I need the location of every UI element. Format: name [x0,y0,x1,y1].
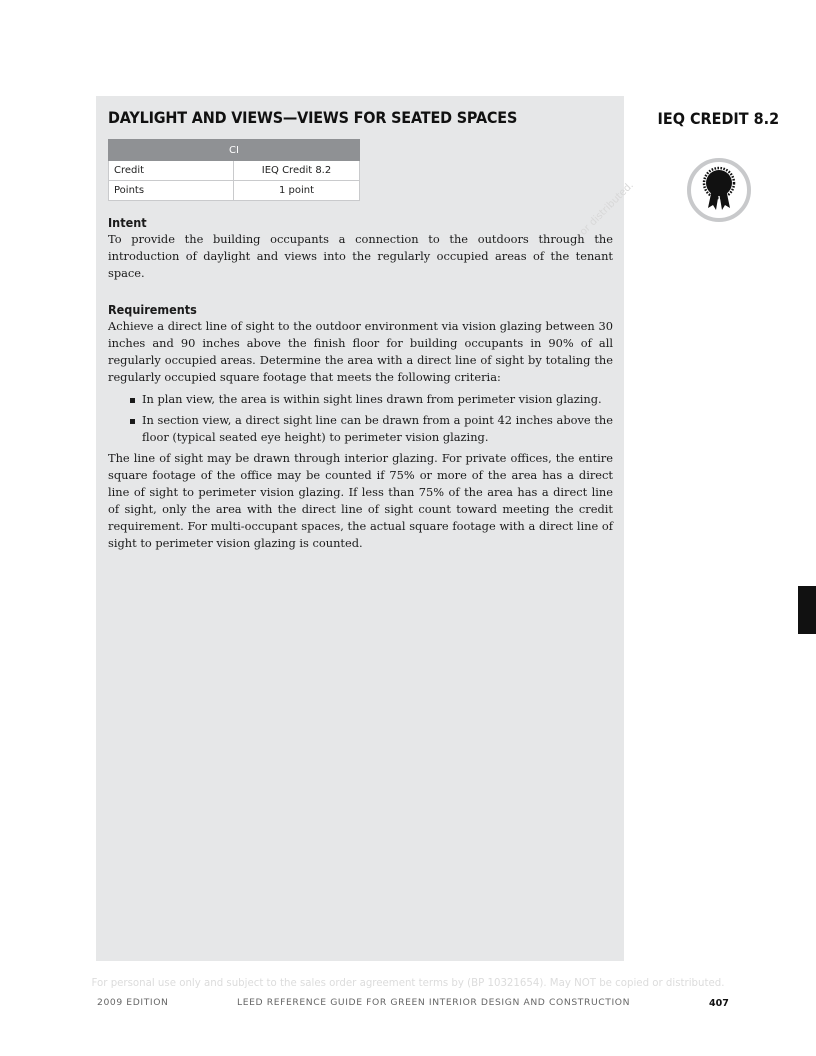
table-cell-label: Points [109,181,234,201]
page-title: DAYLIGHT AND VIEWS—VIEWS FOR SEATED SPACES [108,108,518,127]
credit-table [108,139,360,201]
intent-heading: Intent [108,215,147,230]
list-item: In section view, a direct sight line can be drawn from a point 42 inches above the floor (typical seated eye height) to perimeter vision glazing. [142,413,613,444]
table-row [109,161,360,181]
footer-edition: 2009 EDITION [97,997,169,1008]
credit-id-heading: IEQ CREDIT 8.2 [657,109,779,128]
table-cell-value: IEQ Credit 8.2 [234,161,360,181]
credit-table-header [109,140,360,161]
list-item: In plan view, the area is within sight lines drawn from perimeter vision glazing. [142,391,613,408]
requirements-heading: Requirements [108,302,197,317]
requirements-paragraph: Achieve a direct line of sight to the outdoor environment via vision glazing between 30 inches and 90 inches above the finish floor for building occupants in 90% of all regularly occupied areas. Determine the area with a direct line of sight by totaling the regularly occupied square footage that meets the following criteria: [108,319,613,384]
footer-watermark: For personal use only and subject to the sales order agreement terms by (BP 10321654). May NOT be copied or distributed. [91,978,725,989]
footer-book-title: LEED REFERENCE GUIDE FOR GREEN INTERIOR DESIGN AND CONSTRUCTION [237,997,631,1008]
page-number: 407 [709,998,729,1009]
award-ribbon-icon [691,162,747,218]
diagonal-watermark: or distributed. [578,179,636,238]
requirements-list [108,391,613,446]
intent-text: To provide the building occupants a connection to the outdoors through the introduction of daylight and views into the regularly occupied areas of the tenant space. [108,232,613,280]
requirements-paragraph: The line of sight may be drawn through interior glazing. For private offices, the entire square footage of the office may be counted if 75% or more of the area has a direct line of sight to perimeter vision glazing. If less than 75% of the area has a direct line of sight, only the area with the direct line of sight count toward meeting the credit requirement. For multi-occupant spaces, the actual square footage with a direct line of sight to perimeter vision glazing is counted. [108,451,613,550]
credit-table-header-label: CI [229,144,239,156]
table-cell-value: 1 point [234,181,360,201]
table-row [109,181,360,201]
table-cell-label: Credit [109,161,234,181]
thumb-tab [798,586,816,634]
award-badge [687,158,751,222]
main-content [108,214,613,552]
